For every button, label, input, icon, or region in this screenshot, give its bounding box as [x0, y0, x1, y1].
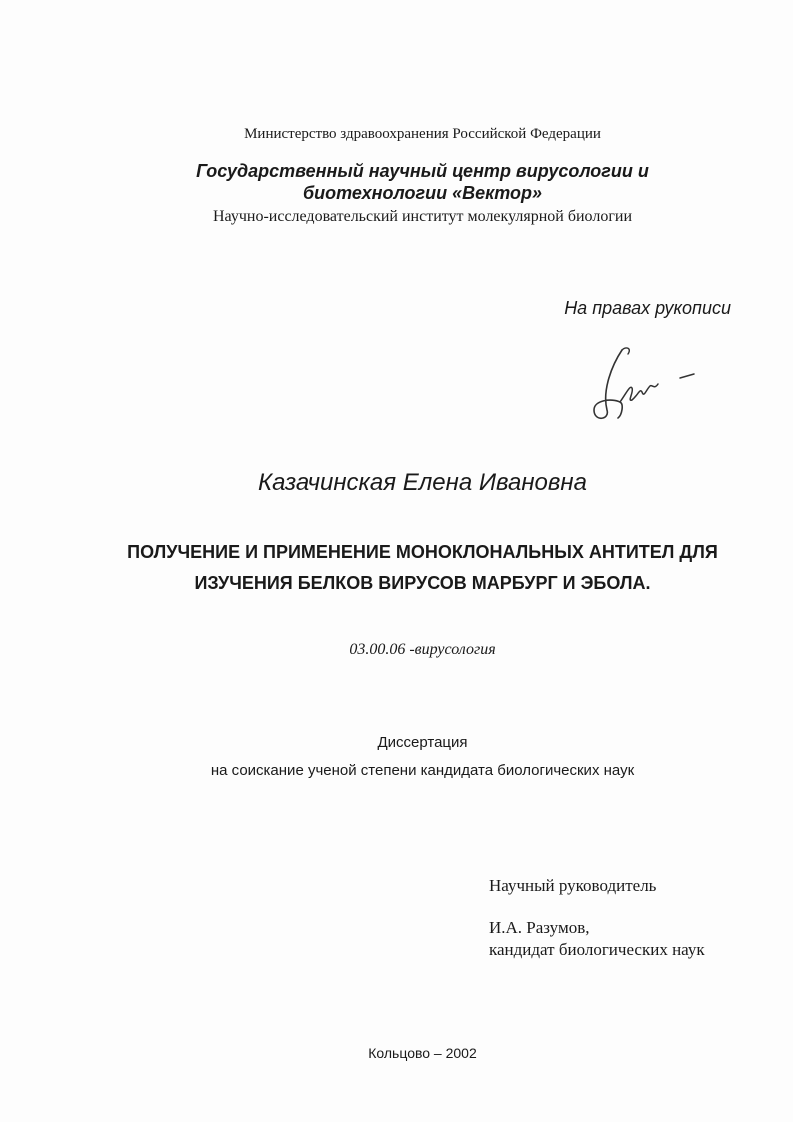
supervisor-label: Научный руководитель [489, 876, 657, 895]
institute-line: Научно-исследовательский институт молекулярной биологии [213, 208, 632, 225]
author-name: Казачинская Елена Ивановна [257, 469, 587, 496]
author-signature [582, 340, 712, 430]
manuscript-note: На правах рукописи [564, 298, 731, 318]
dissertation-title-line-1: ПОЛУЧЕНИЕ И ПРИМЕНЕНИЕ МОНОКЛОНАЛЬНЫХ АНТИТЕЛ ДЛЯ [127, 542, 718, 562]
dissertation-title [26, 537, 793, 599]
dissertation-title-line-2: ИЗУЧЕНИЯ БЕЛКОВ ВИРУСОВ МАРБУРГ И ЭБОЛА. [194, 573, 651, 593]
ministry-line: Министерство здравоохранения Российской Федерации [244, 126, 601, 142]
supervisor-degree: кандидат биологических наук [489, 940, 705, 959]
research-center-line-2: биотехнологии «Вектор» [302, 183, 543, 203]
city-year: Кольцово – 2002 [368, 1045, 477, 1061]
specialty-code: 03.00.06 -вирусология [349, 641, 496, 658]
research-center-line-1: Государственный научный центр вирусологии и [196, 161, 649, 181]
document-type: Диссертация [377, 734, 468, 751]
supervisor-name: И.А. Разумов, [489, 918, 590, 937]
research-center-name [26, 160, 793, 204]
supervisor-block [489, 875, 705, 961]
degree-description: на соискание ученой степени кандидата биологических наук [210, 762, 635, 779]
